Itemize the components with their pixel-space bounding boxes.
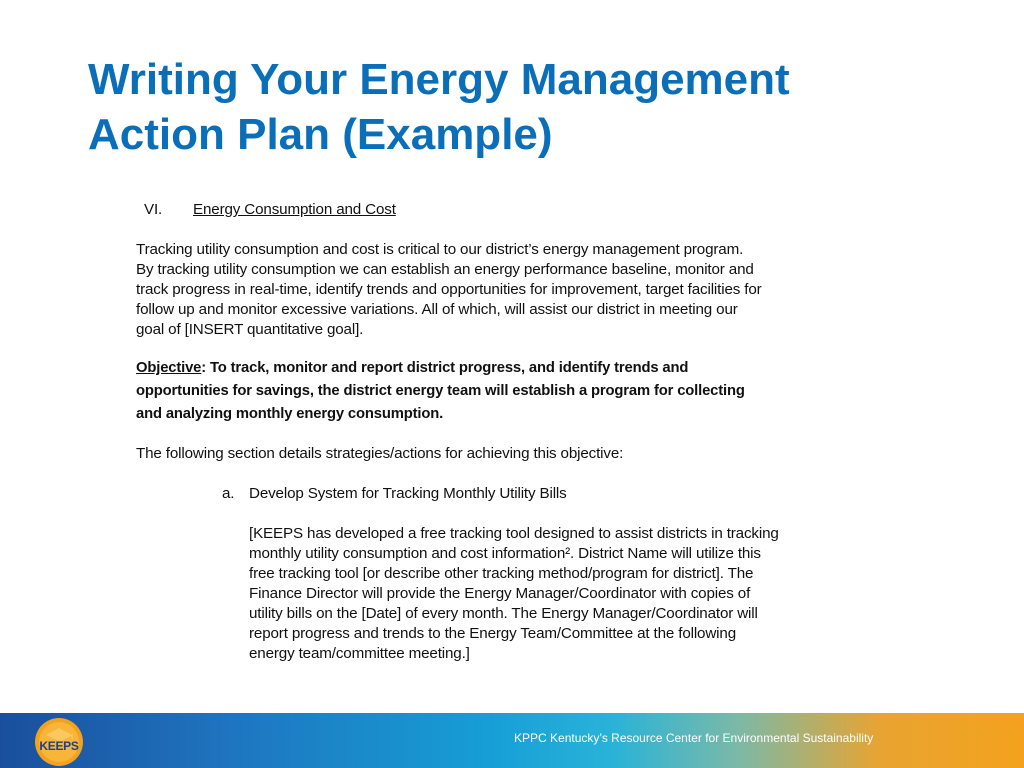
section-number: VI. [144, 201, 163, 218]
footer-tagline: KPPC Kentucky’s Resource Center for Environmental Sustainability [514, 731, 874, 745]
item-body-line: monthly utility consumption and cost information². District Name will utilize this [249, 545, 761, 562]
item-body-line: utility bills on the [Date] of every month. The Energy Manager/Coordinator will [249, 605, 758, 622]
intro-line: The following section details strategies/actions for achieving this objective: [136, 445, 624, 462]
objective-label: Objective [136, 360, 202, 376]
item-heading: Develop System for Tracking Monthly Utility Bills [249, 485, 567, 502]
objective-line-1 [136, 358, 688, 378]
objective-line-2: opportunities for savings, the district energy team will establish a program for collecting [136, 383, 745, 399]
item-body-line: free tracking tool [or describe other tracking method/program for district]. The [249, 565, 754, 582]
item-body-line: Finance Director will provide the Energy Manager/Coordinator with copies of [249, 585, 751, 602]
paragraph-line: follow up and monitor excessive variations. All of which, will assist our district in meeting our [136, 301, 738, 318]
objective-text: : To track, monitor and report district progress, and identify trends and [201, 360, 689, 376]
objective-line-3: and analyzing monthly energy consumption. [136, 406, 444, 422]
item-body-line: energy team/committee meeting.] [249, 645, 470, 662]
slide-title-line-1: Writing Your Energy Management [88, 55, 790, 104]
paragraph-line: goal of [INSERT quantitative goal]. [136, 321, 364, 338]
paragraph-line: By tracking utility consumption we can establish an energy performance baseline, monitor and [136, 261, 754, 278]
item-body-line: [KEEPS has developed a free tracking tool designed to assist districts in tracking [249, 525, 779, 542]
footer-bar [0, 713, 1024, 768]
logo-text: KEEPS [39, 739, 79, 753]
slide-title-line-2: Action Plan (Example) [88, 110, 553, 159]
section-heading: Energy Consumption and Cost [193, 201, 396, 218]
paragraph-line: track progress in real-time, identify trends and opportunities for improvement, target facilities for [136, 281, 762, 298]
item-body-line: report progress and trends to the Energy Team/Committee at the following [249, 625, 736, 642]
item-letter: a. [222, 485, 235, 502]
paragraph-line: Tracking utility consumption and cost is critical to our district’s energy management program. [136, 241, 744, 258]
